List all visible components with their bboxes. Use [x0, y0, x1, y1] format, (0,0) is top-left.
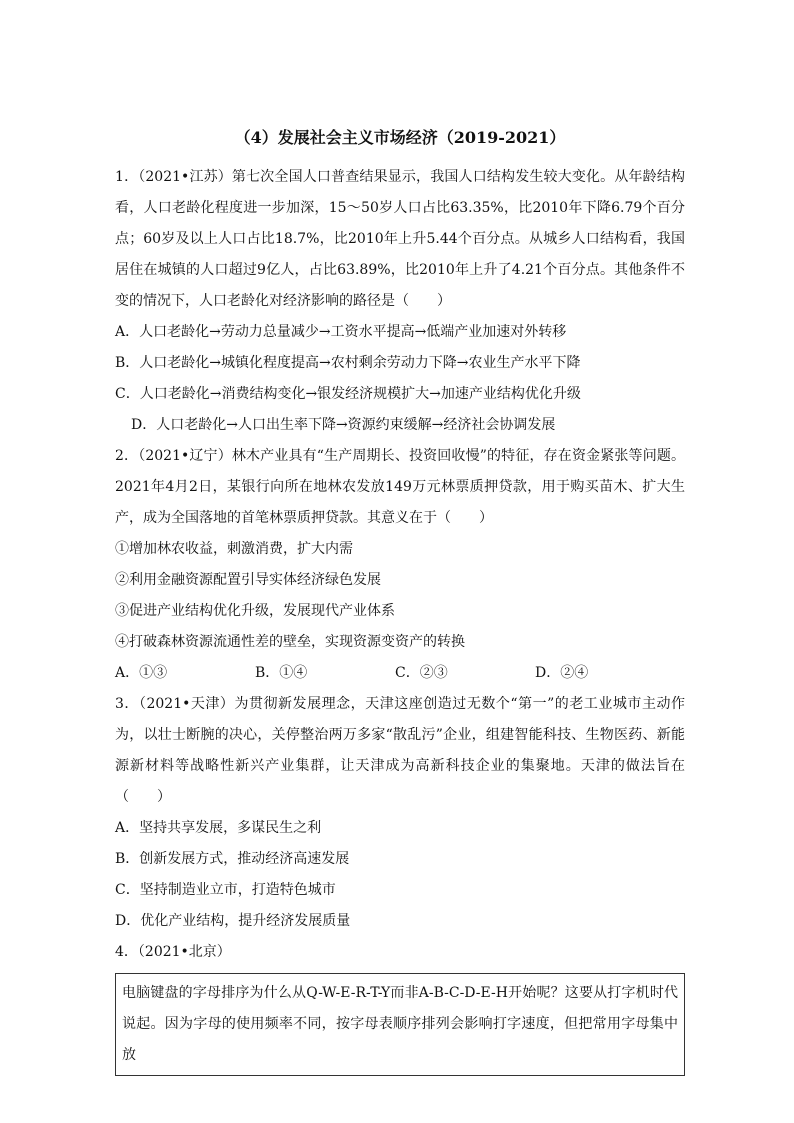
- question-2-option-d: D．②④: [535, 665, 589, 681]
- question-3-option-a: A．坚持共享发展，多谋民生之利: [115, 820, 322, 836]
- question-4-material: 电脑键盘的字母排序为什么从Q-W-E-R-T-Y而非A-B-C-D-E-H开始呢？这要从打字机时代说起。因为字母的使用频率不同，按字母表顺序排列会影响打字速度，但把常用字母集中放: [122, 985, 678, 1063]
- question-1-option-d: D．人口老龄化→人口出生率下降→资源约束缓解→经济社会协调发展: [131, 417, 556, 433]
- question-3-option-c: C．坚持制造业立市，打造特色城市: [115, 882, 336, 898]
- question-2-option-a: A．①③: [115, 665, 168, 681]
- page-title: （4）发展社会主义市场经济（2019-2021）: [234, 128, 566, 147]
- question-2-options: [115, 658, 685, 689]
- question-2-option-b: B．①④: [255, 665, 308, 681]
- question-3-stem: 3．（2021•天津）为贯彻新发展理念，天津这座创造过无数个“第一”的老工业城市主动作为，以壮士断腕的决心，关停整治两万多家“散乱污”企业，组建智能科技、生物医药、新能源新材料等战略性新兴产业集群，让天津成为高新科技企业的集聚地。天津的做法旨在（ ）: [115, 696, 685, 805]
- question-4-material-box: [115, 973, 685, 1076]
- question-1-option-b: B．人口老龄化→城镇化程度提高→农村剩余劳动力下降→农业生产水平下降: [115, 355, 581, 371]
- question-2-option-c: C．②③: [395, 665, 448, 681]
- question-3-option-b: B．创新发展方式，推动经济高速发展: [115, 851, 350, 867]
- question-1-option-c: C．人口老龄化→消费结构变化→银发经济规模扩大→加速产业结构优化升级: [115, 386, 581, 402]
- question-4-stem: 4．（2021•北京）: [115, 944, 231, 960]
- question-2-item-4: ④打破森林资源流通性差的壁垒，实现资源变资产的转换: [115, 634, 465, 650]
- question-3-option-d: D．优化产业结构，提升经济发展质量: [115, 913, 351, 929]
- question-2-stem: 2．（2021•辽宁）林木产业具有“生产周期长、投资回收慢”的特征，存在资金紧张等问题。2021年4月2日，某银行向所在地林农发放149万元林票质押贷款，用于购买苗木、扩大生产，成为全国落地的首笔林票质押贷款。其意义在于（ ）: [115, 448, 685, 526]
- question-2-item-3: ③促进产业结构优化升级，发展现代产业体系: [115, 603, 395, 619]
- document-content: [115, 120, 685, 1076]
- question-2-item-2: ②利用金融资源配置引导实体经济绿色发展: [115, 572, 381, 588]
- question-2-item-1: ①增加林农收益，刺激消费，扩大内需: [115, 541, 353, 557]
- question-1-stem: 1．（2021•江苏）第七次全国人口普查结果显示，我国人口结构发生较大变化。从年龄结构看，人口老龄化程度进一步加深，15～50岁人口占比63.35%，比2010年下降6.79个百分点；60岁及以上人口占比18.7%，比2010年上升5.44个百分点。从城乡人口结构看，我国居住在城镇的人口超过9亿人，占比63.89%，比2010年上升了4.21个百分点。其他条件不变的情况下，人口老龄化对经济影响的路径是（ ）: [115, 169, 685, 309]
- question-1-option-a: A．人口老龄化→劳动力总量减少→工资水平提高→低端产业加速对外转移: [115, 324, 567, 340]
